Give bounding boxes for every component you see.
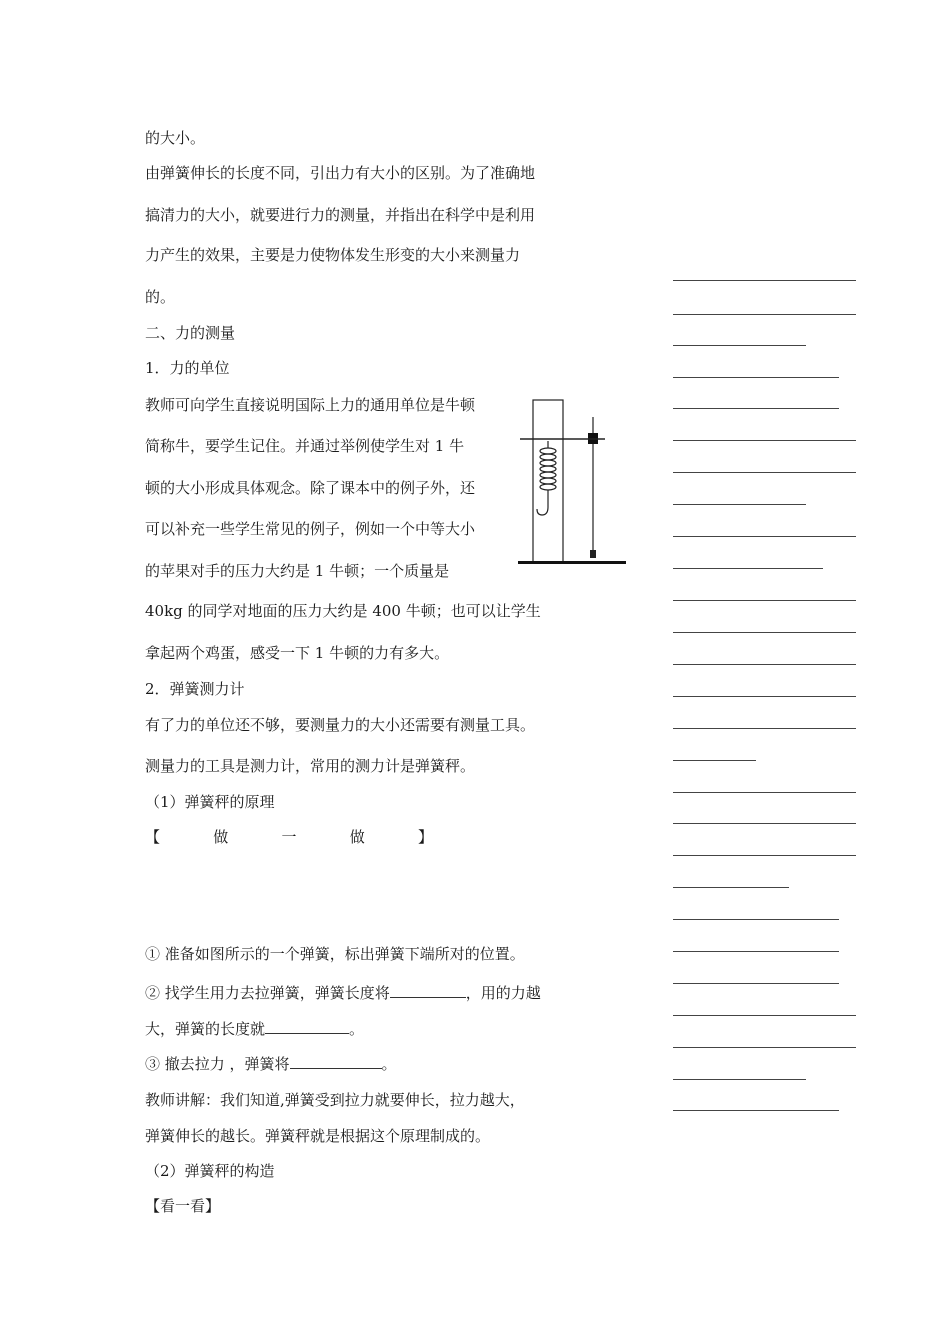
margin-rule — [673, 951, 839, 952]
margin-rule — [673, 760, 756, 761]
margin-rule — [673, 568, 823, 569]
step-3 — [145, 1054, 397, 1074]
teacher-explanation-1: 教师讲解：我们知道,弹簧受到拉力就要伸长，拉力越大， — [145, 1091, 525, 1109]
text-line-13: 40kg 的同学对地面的压力大约是 400 牛顿；也可以让学生 — [145, 602, 541, 620]
step-2-continued — [145, 1019, 364, 1039]
margin-rule — [673, 664, 856, 665]
spring-coils — [540, 441, 556, 490]
text-line-16: 有了力的单位还不够，要测量力的大小还需要有测量工具。 — [145, 716, 536, 734]
step-2-text-b: ，用的力越 — [465, 984, 541, 1002]
text-line-5: 的。 — [145, 288, 176, 306]
subheading-structure: （2）弹簧秤的构造 — [145, 1162, 275, 1180]
text-line-2: 由弹簧伸长的长度不同，引出力有大小的区别。为了准确地 — [145, 164, 536, 182]
margin-rule — [673, 1079, 806, 1080]
do-it-char-2: 一 — [281, 828, 297, 846]
step-3-text: ③ 撤去拉力 ，弹簧将 — [145, 1055, 290, 1073]
subheading-unit-of-force: 1．力的单位 — [145, 359, 230, 377]
base-plate — [518, 561, 626, 564]
text-line-10: 顿的大小形成具体观念。除了课本中的例子外，还 — [145, 479, 476, 497]
do-it-char-1: 做 — [213, 828, 229, 846]
step-2-cont-end: 。 — [349, 1020, 365, 1038]
answer-blank-1[interactable] — [390, 983, 466, 998]
margin-rule — [673, 728, 856, 729]
text-line-1: 的大小。 — [145, 129, 206, 147]
text-line-3: 搞清力的大小，就要进行力的测量，并指出在科学中是利用 — [145, 206, 536, 224]
step-2-cont-text: 大，弹簧的长度就 — [145, 1020, 266, 1038]
margin-rule — [673, 696, 856, 697]
text-line-11: 可以补充一些学生常见的例子，例如一个中等大小 — [145, 520, 476, 538]
margin-rule — [673, 1110, 839, 1111]
margin-rule — [673, 472, 856, 473]
answer-blank-3[interactable] — [290, 1054, 382, 1069]
margin-rule — [673, 887, 789, 888]
text-line-12: 的苹果对手的压力大约是 1 牛顿；一个质量是 — [145, 562, 450, 580]
margin-rule — [673, 440, 856, 441]
step-2 — [145, 983, 541, 1003]
hook — [537, 490, 548, 515]
text-line-4: 力产生的效果，主要是力使物体发生形变的大小来测量力 — [145, 246, 521, 264]
text-line-8: 教师可向学生直接说明国际上力的通用单位是牛顿 — [145, 396, 476, 414]
cylinder — [533, 400, 563, 562]
section-heading-measurement: 二、力的测量 — [145, 324, 236, 342]
margin-rule — [673, 280, 856, 281]
rod-foot — [590, 550, 596, 558]
margin-rule — [673, 314, 856, 315]
margin-rule — [673, 536, 856, 537]
margin-rule — [673, 1047, 856, 1048]
look-heading: 【看一看】 — [145, 1197, 221, 1215]
margin-rule — [673, 1015, 856, 1016]
teacher-explanation-2: 弹簧伸长的越长。弹簧秤就是根据这个原理制成的。 — [145, 1127, 491, 1145]
text-line-17: 测量力的工具是测力计，常用的测力计是弹簧秤。 — [145, 757, 476, 775]
margin-rule — [673, 855, 856, 856]
bracket-close: 】 — [417, 828, 433, 846]
text-line-14: 拿起两个鸡蛋，感受一下 1 牛顿的力有多大。 — [145, 644, 450, 662]
margin-rule — [673, 600, 856, 601]
bracket-open: 【 — [145, 828, 161, 846]
do-it-char-3: 做 — [349, 828, 365, 846]
subheading-spring-dynamometer: 2．弹簧测力计 — [145, 680, 245, 698]
margin-rule — [673, 504, 806, 505]
margin-rule — [673, 792, 856, 793]
spring-stand-figure — [510, 395, 630, 575]
margin-rule — [673, 345, 806, 346]
margin-rule — [673, 377, 839, 378]
margin-rule — [673, 823, 856, 824]
answer-blank-2[interactable] — [265, 1019, 349, 1034]
margin-rule — [673, 919, 839, 920]
subheading-principle: （1）弹簧秤的原理 — [145, 793, 275, 811]
step-1: ① 准备如图所示的一个弹簧，标出弹簧下端所对的位置。 — [145, 945, 525, 963]
margin-rule — [673, 408, 839, 409]
step-3-end: 。 — [381, 1055, 397, 1073]
text-line-9: 简称牛，要学生记住。并通过举例使学生对 1 牛 — [145, 437, 465, 455]
margin-rule — [673, 983, 839, 984]
margin-rule — [673, 632, 856, 633]
do-it-heading — [145, 827, 433, 847]
step-2-text-a: ② 找学生用力去拉弹簧，弹簧长度将 — [145, 984, 390, 1002]
